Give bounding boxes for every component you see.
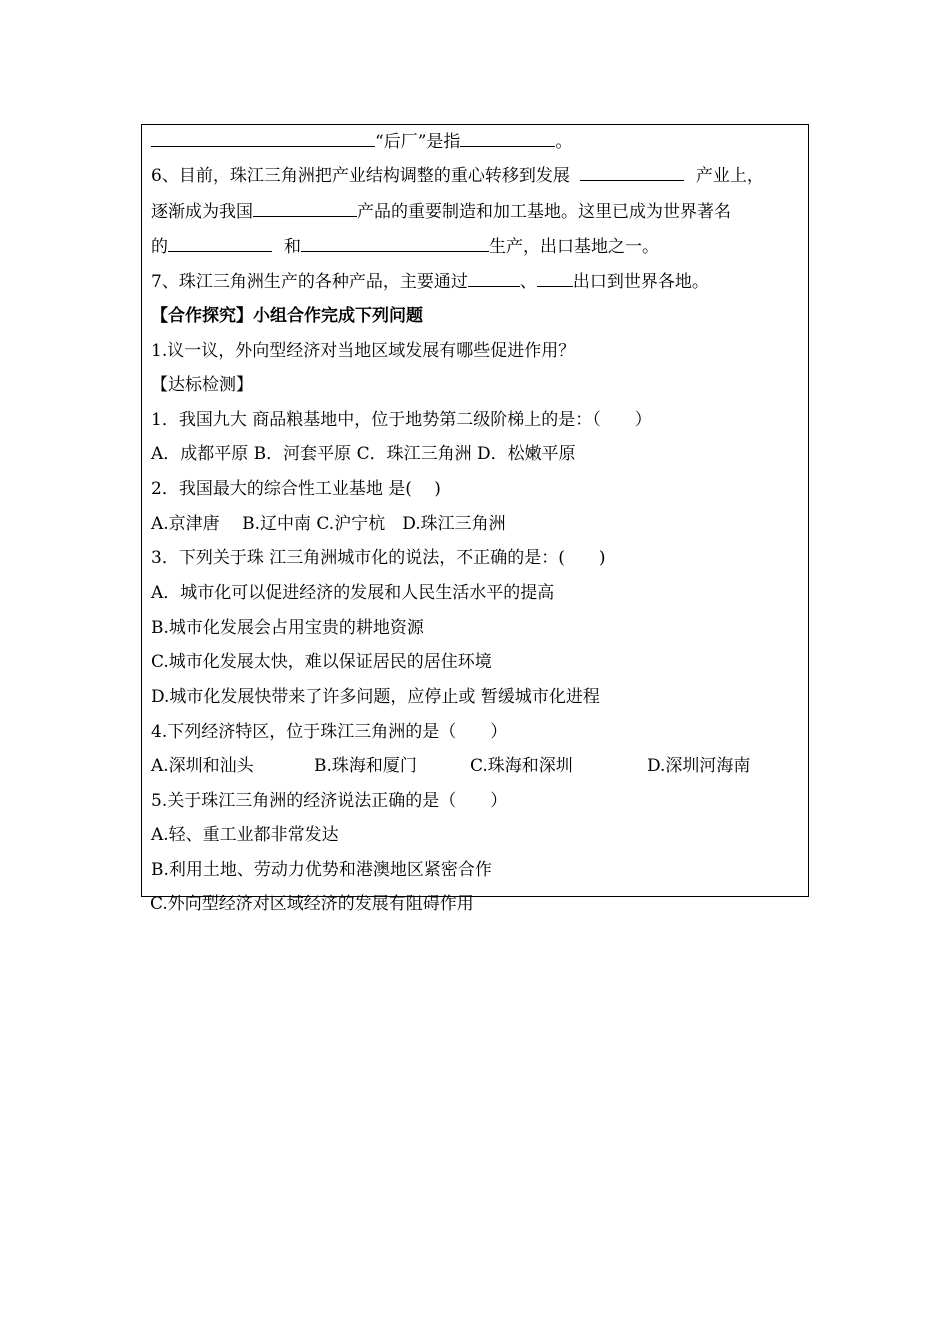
q4-stem: 4.下列经济特区，位于珠江三角洲的是（ ）	[151, 722, 508, 742]
q3-option-c: C.城市化发展太快，难以保证居民的居住环境	[151, 652, 492, 672]
fill-text: 出口到世界各地。	[572, 272, 709, 292]
fill-text: 7、珠江三角洲生产的各种产品，主要通过	[151, 272, 468, 292]
fill-text: 产业上，	[695, 166, 764, 186]
q2-options: A.京津唐 B.辽中南 C.沪宁杭 D.珠江三角洲	[151, 514, 506, 534]
fill-text: 、	[519, 272, 537, 292]
q4-option-c: C.珠海和深圳	[470, 756, 573, 776]
test-heading: 【达标检测】	[151, 375, 253, 395]
q5-option-b: B.利用土地、劳动力优势和港澳地区紧密合作	[151, 860, 492, 880]
q4-option-b: B.珠海和厦门	[314, 756, 417, 776]
fill-text: 产品的重要制造和加工基地。这里已成为世界著名	[357, 202, 731, 222]
q4-option-a: A.深圳和汕头	[151, 756, 254, 776]
fill-text: 。	[555, 132, 573, 152]
fill-text: 6、目前，珠江三角洲把产业结构调整的重心转移到发展	[151, 166, 570, 186]
worksheet-continued	[141, 124, 809, 914]
coop-question: 1.议一议，外向型经济对当地区域发展有哪些促进作用？	[151, 341, 576, 361]
q3-option-a: A．城市化可以促进经济的发展和人民生活水平的提高	[151, 583, 555, 603]
q3-option-b: B.城市化发展会占用宝贵的耕地资源	[151, 618, 424, 638]
coop-heading: 【合作探究】小组合作完成下列问题	[151, 306, 423, 326]
fill-text: 逐渐成为我国	[151, 202, 253, 222]
q5-option-a: A.轻、重工业都非常发达	[151, 825, 339, 845]
q1-options: A．成都平原 B．河套平原 C．珠江三角洲 D．松嫩平原	[151, 444, 576, 464]
q1-stem: 1．我国九大 商品粮基地中，位于地势第二级阶梯上的是：（ ）	[151, 410, 652, 430]
fill-text: 的	[151, 237, 168, 257]
q5-stem: 5.关于珠江三角洲的经济说法正确的是（ ）	[151, 791, 508, 811]
q3-option-d: D.城市化发展快带来了许多问题，应停止或 暂缓城市化进程	[151, 687, 600, 707]
fill-text: 生产，出口基地之一。	[489, 237, 659, 257]
q2-stem: 2．我国最大的综合性工业基地 是( )	[151, 479, 441, 499]
fill-text: 和	[284, 237, 301, 257]
fill-text: “后厂”是指	[375, 132, 461, 152]
q5-option-c: C.外向型经济对区域经济的发展有阻碍作用	[150, 894, 474, 914]
q4-option-d: D.深圳河海南	[647, 756, 751, 776]
q3-stem: 3．下列关于珠 江三角洲城市化的说法，不正确的是：( )	[151, 548, 606, 568]
